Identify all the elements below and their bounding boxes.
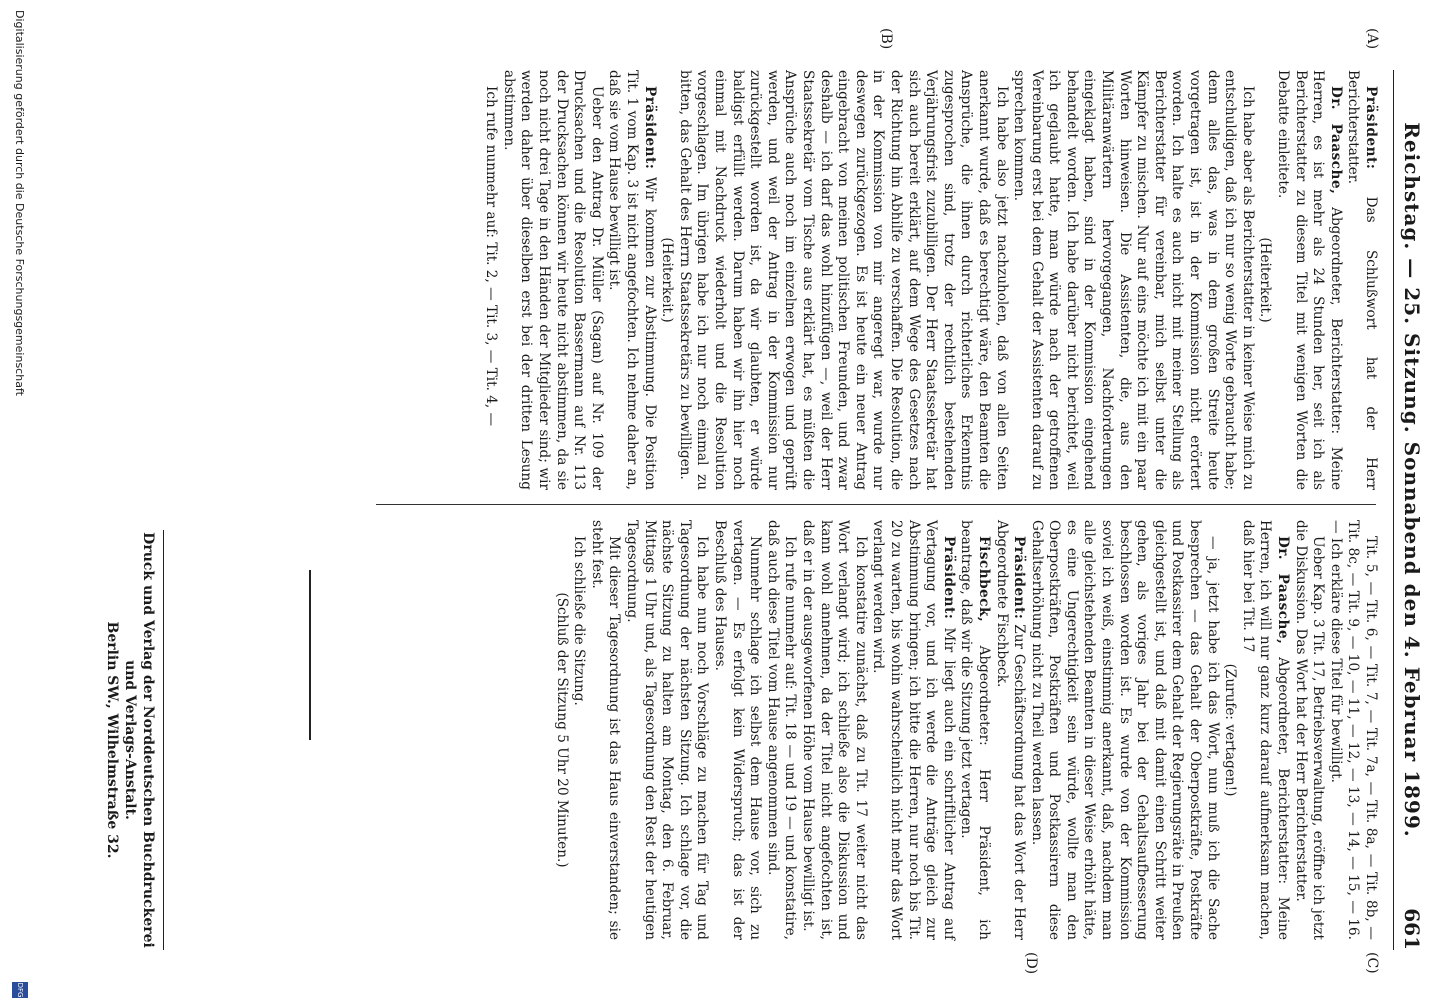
paragraph: Ueber Kap. 3 Tit. 17, Betriebsverwaltung, eröffne ich jetzt die Diskussion. Das Wort hat der Herr Berichterstatter. [1292, 520, 1327, 940]
speech-text: Abgeordneter, Berichterstatter: Meine Herren, es ist mehr als 24 Stunden her, seit ich als Berichterstatter zu diesem Titel mit wenigen Worten die Debatte einleitete. [1275, 70, 1344, 490]
page-number: 661 [1400, 908, 1424, 950]
paragraph: Ich konstatire zunächst, daß zu Tit. 17 weiter nicht das Wort verlangt wird; ich schließe also die Diskussion und kann wohl annehmen, da der Titel nicht angefochten ist, daß er in der ausgeworfenen Höhe vom Hause bewilligt ist. [800, 520, 869, 940]
paragraph: Tit. 5, — Tit. 6, — Tit. 7, — Tit. 7a, — Tit. 8a, — Tit. 8b, — Tit. 8c, — Tit. 9, — 10, — 11, — 12, — 13, — 14, — 15, — 16. — Ich erkläre diese Titel für bewilligt. [1327, 520, 1379, 940]
speaker-name: Präsident: [1363, 86, 1379, 170]
left-column [483, 70, 1379, 490]
paragraph: Ich rufe nunmehr auf: Tit. 2, — Tit. 3, — Tit. 4, — [483, 86, 500, 427]
speaker-name: Präsident: [641, 86, 658, 170]
paragraph [869, 520, 957, 940]
speaker-name: Präsident: [940, 536, 957, 620]
speaker-name: Dr. Paasche, [1275, 536, 1292, 645]
dfg-logo-icon: DFG [12, 982, 28, 998]
margin-mark-a: (A) [1364, 28, 1380, 50]
speech-text: Das Schlußwort hat der Herr Berichterstatter. [1345, 70, 1379, 490]
paragraph [1238, 520, 1291, 940]
aside-note: (Heiterkeit.) [659, 237, 676, 323]
page-title: Reichstag. — 25. Sitzung. Sonnabend den 4. Februar 1899. [1400, 122, 1424, 838]
column-divider [376, 504, 1376, 505]
paragraph [957, 520, 992, 940]
paragraph: Ueber den Antrag Dr. Müller (Sagan) auf Nr. 109 der Drucksachen und die Resolution Bassermann auf Nr. 113 der Drucksachen können wir heute nicht abstimmen, da sie noch nicht drei Tage in den Händen der Mitglieder sind; wir werden daher über dieselben erst bei der dritten Lesung abstimmen. [500, 70, 605, 490]
speech-text: Wir kommen zur Abstimmung. Die Position Tit. 1 vom Kap. 3 ist nicht angefochten. Ich nehme daher an, daß sie vom Hause bewilligt ist. [606, 70, 658, 490]
speech-text: Abgeordneter: Herr Präsident, ich beantrage, daß wir die Sitzung jetzt vertagen. [958, 520, 992, 940]
section-end-rule [309, 570, 311, 740]
right-column [553, 520, 1379, 940]
paragraph [1273, 70, 1343, 490]
aside-note: (Zurufe: vertagen!) [1222, 663, 1239, 797]
paragraph [1344, 70, 1379, 490]
paragraph: Ich habe also jetzt nachzuholen, daß von allen Seiten anerkannt wurde, daß es berechtigt wäre, den Beamten die Ansprüche, die ihnen durch richterliches Erkenntnis zugesprochen sind, trotz der rechtlich bestehenden Verjährungsfrist zuzubilligen. Der Herr Staatssekretär hat sich auch bereit erklärt, auf dem Wege des Gesetzes nach der Richtung hin Abhilfe zu verschaffen. Die Resolution, die in der Kommission von mir angeregt war, wurde nur deswegen zurückgezogen. Es ist heute ein neuer Antrag eingebracht von meinen politischen Freunden, und zwar deshalb — ich darf das wohl hinzufügen —, weil der Herr Staatssekretär vom Tische aus erklärt hat, es müßten die Ansprüche auch noch im einzelnen erwogen und geprüft werden, und weil der Antrag in der Kommission nur zurückgestellt worden ist, da wir glaubten, er würde baldigst erfüllt werden. Darum haben wir ihn hier noch einmal mit Nachdruck wiederholt und die Resolution vorgeschlagen. Im übrigen habe ich nur noch einmal zu bitten, das Gehalt des Herrn Staatssekretärs zu bewilligen. [676, 70, 1010, 490]
page-header [1393, 70, 1424, 950]
imprint-line: Berlin SW., Wilhelmstraße 32. [104, 621, 120, 859]
speaker-name: Dr. Paasche, [1327, 86, 1344, 195]
session-close-note: (Schluß der Sitzung 5 Uhr 20 Minuten.) [553, 592, 570, 868]
speaker-name: Präsident: [1011, 536, 1028, 620]
speech-text: Zur Geschäftsordnung hat das Wort der Herr Abgeordnete Fischbeck. [993, 520, 1028, 940]
aside-note: (Heiterkeit.) [1257, 237, 1274, 323]
paragraph [992, 520, 1027, 940]
speech-text: Abgeordneter, Berichterstatter: Meine Herren, ich will nur ganz kurz darauf aufmerksam machen, daß hier bei Tit. 17 [1239, 520, 1292, 940]
printer-imprint [103, 530, 164, 950]
paragraph: Ich schließe die Sitzung. [571, 536, 588, 706]
paragraph: Ich habe aber als Berichterstatter in keiner Weise mich zu entschuldigen, daß ich nur so wenig Worte gebraucht habe; denn alles das, was in dem großen Streite heute vorgetragen ist, ist in der Kommission nicht erörtert worden. Ich halte es auch nicht mit meiner Stellung als Berichterstatter für vereinbar, mich selbst unter die Kämpfer zu mischen. Nur auf eins möchte ich mit ein paar Worten hinweisen. Die Assistenten, die, aus den Militäranwärtern hervorgegangen, Nachforderungen eingeklagt haben, sind in der Kommission eingehend behandelt worden. Ich habe darüber nicht berichtet, weil ich geglaubt hatte, man würde nach der getroffenen Vereinbarung erst bei dem Gehalt der Assistenten darauf zu sprechen kommen. [1011, 70, 1256, 490]
paragraph: — ja, jetzt habe ich das Wort, nun muß ich die Sache besprechen — das Gehalt der Oberpostkräfte, Postkräfte und Postkassirer dem Gehalt der Regierungsräte in Preußen gleichgestellt ist, und daß mit damit einen Schritt weiter gehen, als voriges Jahr bei der Gehaltsaufbesserung beschlossen worden ist. Es wurde von der Kommission soviel ich weiß, einstimmig anerkannt, daß, nachdem man alle gleichstehenden Beamten in dieser Weise erhöht hätte, es eine Ungerechtigkeit sein würde, wollte man den Oberpostkräften, Postkräften und Postkassirern diese Gehaltserhöhung nicht zu Theil werden lassen. [1028, 520, 1221, 940]
paragraph: Nunmehr schlage ich selbst dem Hause vor, sich zu vertagen. — Es erfolgt kein Widerspruch; das ist der Beschluß des Hauses. [712, 520, 764, 940]
paragraph: Ich habe nun noch Vorschläge zu machen für Tag und Tagesordnung der nächsten Sitzung. Ich schlage vor, die nächste Sitzung zu halten am Montag, den 6. Februar, Mittags 1 Uhr und, als Tagesordnung den Rest der heutigen Tagesordnung. [624, 520, 711, 940]
imprint-line: Druck und Verlag der Norddeutschen Buchdruckerei und Verlags-Anstalt. [122, 532, 156, 948]
margin-mark-b: (B) [878, 28, 894, 50]
speech-text: Mir liegt auch ein schriftlicher Antrag auf Vertagung vor, und ich werde die Anträge gleich zur Abstimmung bringen; ich bitte die Herren, nur noch bis Tit. 20 zu warten, bis wohin wahrscheinlich nicht mehr das Wort verlangt werden wird. [870, 520, 957, 940]
speaker-name: Fischbeck, [975, 536, 992, 623]
digitization-footer [6, 0, 30, 1000]
paragraph: Ich rufe nunmehr auf: Tit. 18 — und 19 — und konstatire, daß auch diese Titel vom Hause angenommen sind. [764, 520, 799, 940]
margin-mark-c: (C) [1364, 952, 1380, 974]
margin-mark-d: (D) [1023, 952, 1039, 975]
digitization-note: Digitalisierung gefördert durch die Deutsche Forschungsgemeinschaft [13, 10, 26, 396]
paragraph [605, 70, 658, 490]
paragraph: Mit dieser Tagesordnung ist das Haus einverstanden; sie steht fest. [588, 520, 623, 940]
